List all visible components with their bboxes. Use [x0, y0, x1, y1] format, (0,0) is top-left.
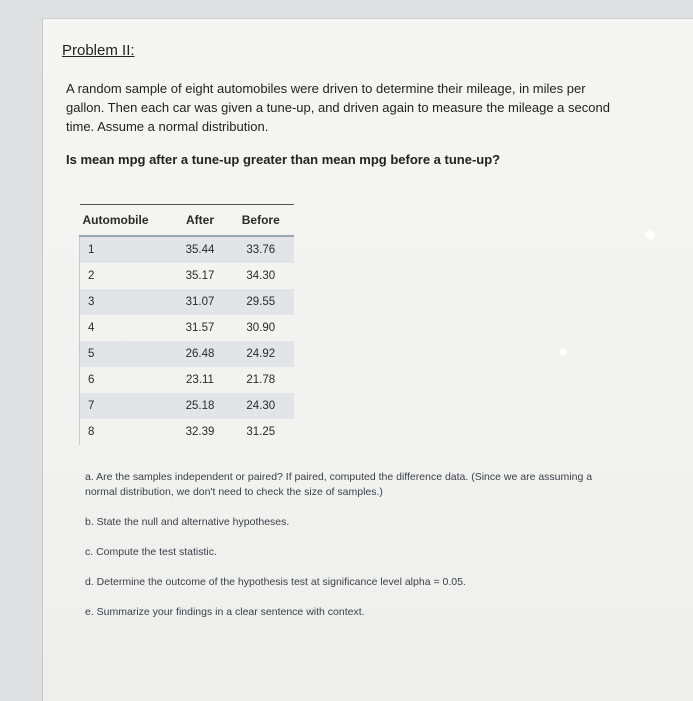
after-cell: 23.11: [186, 374, 214, 386]
table-row: [80, 315, 295, 341]
before-cell: 24.30: [228, 393, 295, 419]
table-row: [80, 393, 295, 419]
table-header-row: [80, 205, 295, 237]
table-row: [80, 263, 295, 289]
table-row: [80, 289, 295, 315]
task-a: a. Are the samples independent or paired? If paired, computed the difference data. (Since we are assuming a normal distribution, we don't need to check the size of samples.): [85, 471, 593, 498]
task-d: d. Determine the outcome of the hypothesis test at significance level alpha = 0.05.: [85, 576, 466, 588]
task-b: b. State the null and alternative hypotheses.: [85, 516, 290, 528]
before-cell: 21.78: [246, 374, 276, 386]
automobile-cell: 5: [80, 341, 173, 367]
light-glare: [559, 348, 567, 356]
task-c: c. Compute the test statistic.: [85, 546, 217, 558]
automobile-cell: 6: [80, 367, 173, 393]
after-cell: 35.44: [173, 236, 228, 263]
automobile-cell: 7: [80, 393, 173, 419]
before-cell: 33.76: [228, 236, 295, 263]
automobile-cell: 1: [80, 236, 173, 263]
problem-question: Is mean mpg after a tune-up greater than mean mpg before a tune-up?: [66, 152, 501, 167]
after-cell: 32.39: [185, 426, 215, 438]
automobile-cell: 2: [80, 263, 173, 289]
before-cell: 29.55: [228, 289, 295, 315]
task-list: [85, 470, 605, 635]
after-cell: 31.07: [173, 289, 228, 315]
before-cell: 24.92: [228, 341, 295, 367]
after-cell: 35.17: [185, 270, 215, 282]
after-cell: 26.48: [173, 341, 228, 367]
mileage-table: [79, 204, 294, 445]
before-cell: 30.90: [246, 322, 276, 334]
header-automobile: Automobile: [80, 205, 173, 237]
problem-title: Problem II:: [62, 42, 135, 59]
table-row: [80, 236, 295, 263]
before-cell: 31.25: [246, 426, 276, 438]
after-cell: 31.57: [185, 322, 215, 334]
task-e: e. Summarize your findings in a clear sentence with context.: [85, 606, 365, 618]
table-row: [80, 341, 295, 367]
header-before: Before: [228, 205, 295, 237]
light-glare: [645, 230, 655, 240]
table-row: [80, 419, 295, 445]
header-after: After: [173, 205, 228, 237]
before-cell: 34.30: [246, 270, 276, 282]
table-row: [80, 367, 295, 393]
problem-intro: A random sample of eight automobiles were driven to determine their mileage, in miles per gallon. Then each car was given a tune-up, and driven again to measure the mileage a second time. Assume a normal distribution.: [66, 81, 610, 134]
after-cell: 25.18: [173, 393, 228, 419]
automobile-cell: 3: [80, 289, 173, 315]
automobile-cell: 4: [80, 315, 173, 341]
automobile-cell: 8: [80, 419, 173, 445]
